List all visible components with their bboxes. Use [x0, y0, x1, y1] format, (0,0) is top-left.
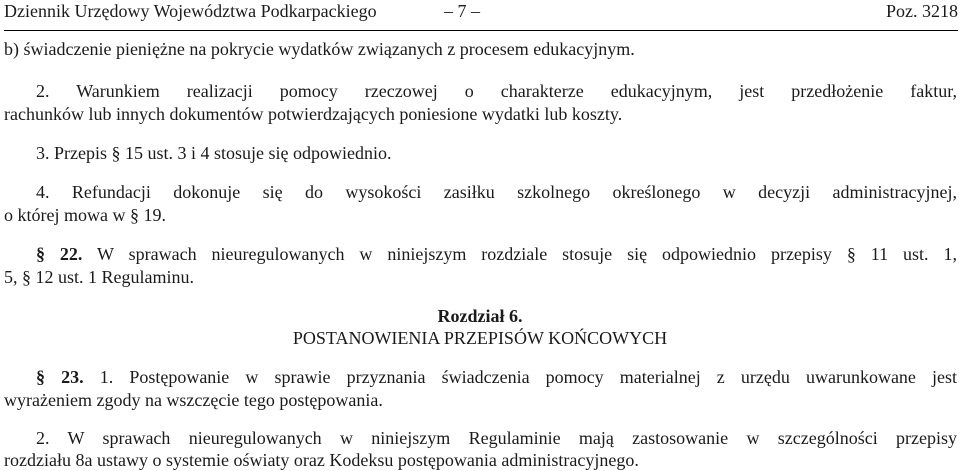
chapter-number: Rozdział 6. [437, 306, 523, 326]
section-23-line-2: wyrażeniem zgody na wszczęcie tego postępowania. [4, 390, 383, 410]
section-23-text: 1. Postępowanie w sprawie przyznania świadczenia pomocy materialnej z urzędu uwarunkowane jest [99, 367, 957, 387]
paragraph-2-line-1: 2. Warunkiem realizacji pomocy rzeczowej o charakterze edukacyjnym, jest przedłożenie faktur, [36, 81, 957, 101]
paragraph-2-line-2: rachunków lub innych dokumentów potwierdzających poniesione wydatki lub koszty. [4, 104, 623, 124]
section-22-number: § 22. [36, 244, 83, 264]
page-number: – 7 – [444, 1, 480, 21]
paragraph-4-line-1: 4. Refundacji dokonuje się do wysokości zasiłku szkolnego określonego w decyzji administracyjnej, [36, 182, 957, 202]
journal-title: Dziennik Urzędowy Województwa Podkarpackiego [4, 1, 377, 21]
section-23-line-1 [36, 366, 957, 388]
section-22-text: W sprawach nieuregulowanych w niniejszym rozdziale stosuje się odpowiednio przepisy § 11 ust. 1, [97, 244, 957, 264]
section-23-paragraph-2-line-1: 2. W sprawach nieuregulowanych w niniejszym Regulaminie mają zastosowanie w szczególności przepisy [36, 428, 957, 448]
section-23-number: § 23. [36, 367, 84, 387]
paragraph-4-line-2: o której mowa w § 19. [4, 205, 166, 225]
paragraph-3: 3. Przepis § 15 ust. 3 i 4 stosuje się odpowiednio. [36, 143, 392, 163]
section-23-paragraph-2-line-2: rozdziału 8a ustawy o systemie oświaty oraz Kodeksu postępowania administracyjnego. [4, 450, 639, 470]
section-22-line-2: 5, § 12 ust. 1 Regulaminu. [4, 267, 194, 287]
line-b-cash-benefit: b) świadczenie pieniężne na pokrycie wydatków związanych z procesem edukacyjnym. [4, 39, 635, 59]
position-number: Poz. 3218 [886, 1, 958, 21]
chapter-title: POSTANOWIENIA PRZEPISÓW KOŃCOWYCH [292, 328, 668, 348]
section-22-line-1 [36, 243, 957, 265]
page-header [4, 0, 958, 31]
